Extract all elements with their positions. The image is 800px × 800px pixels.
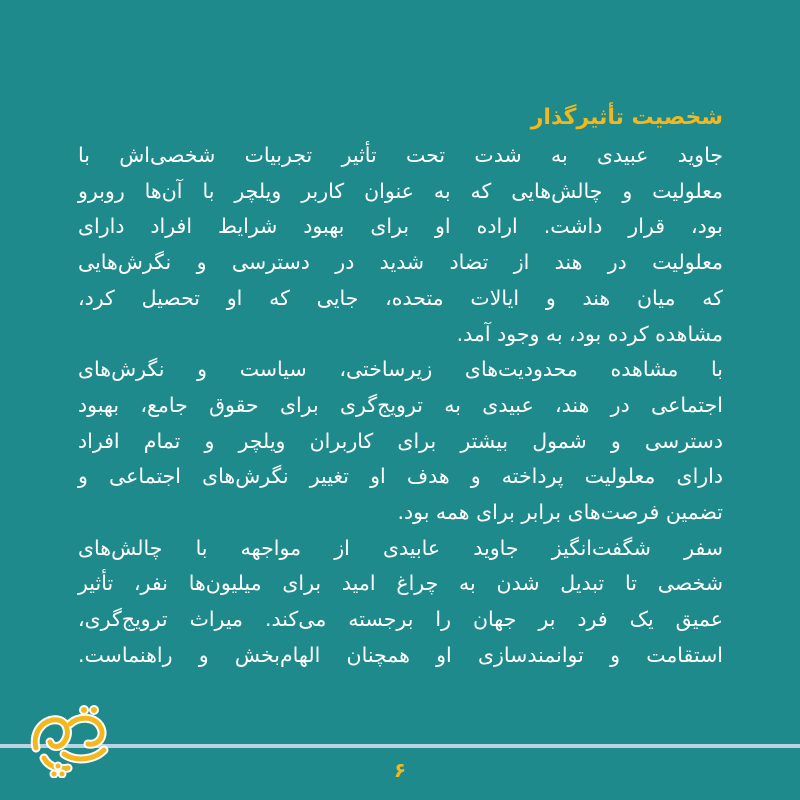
- footer-divider: [0, 744, 800, 748]
- article-line: دارای معلولیت پرداخته و هدف او تغییر نگرش‌های اجتماعی و: [78, 464, 723, 489]
- article-line: جاوید عبیدی به شدت تحت تأثیر تجربیات شخصی‌اش با: [78, 143, 723, 167]
- partow-logo-icon: [24, 702, 114, 778]
- article-line: اجتماعی در هند، عبیدی به ترویج‌گری برای حقوق جامع، بهبود: [78, 392, 723, 417]
- article-line: بود، قرار داشت. اراده او برای بهبود شرایط افراد دارای: [78, 214, 723, 239]
- article-line: تضمین فرصت‌های برابر برای همه بود.: [397, 500, 723, 525]
- article-line: معلولیت در هند از تضاد شدید در دسترسی و نگرش‌هایی: [78, 250, 723, 275]
- article-line: دسترسی و شمول بیشتر برای کاربران ویلچر و تمام افراد: [78, 428, 723, 453]
- article-line: شخصی تا تبدیل شدن به چراغ امید برای میلیون‌ها نفر، تأثیر: [78, 571, 723, 596]
- article-line: که میان هند و ایالات متحده، جایی که او تحصیل کرد،: [78, 285, 723, 310]
- article-line: با مشاهده محدودیت‌های زیرساختی، سیاست و نگرش‌های: [78, 357, 723, 382]
- article-line: مشاهده کرده بود، به وجود آمد.: [456, 321, 723, 346]
- article-line: عمیق یک فرد بر جهان را برجسته می‌کند. میراث ترویج‌گری،: [78, 607, 723, 632]
- article-line: معلولیت و چالش‌هایی که به عنوان کاربر ویلچر با آن‌ها روبرو: [78, 178, 723, 203]
- article-line: استقامت و توانمندسازی او همچنان الهام‌بخش و راهنماست.: [78, 642, 723, 667]
- page-number: ۶: [393, 758, 407, 782]
- article-title: شخصیت تأثیرگذار: [530, 105, 723, 130]
- article: [78, 98, 723, 674]
- article-line: سفر شگفت‌انگیز جاوید عابیدی از مواجهه با چالش‌های: [78, 535, 723, 560]
